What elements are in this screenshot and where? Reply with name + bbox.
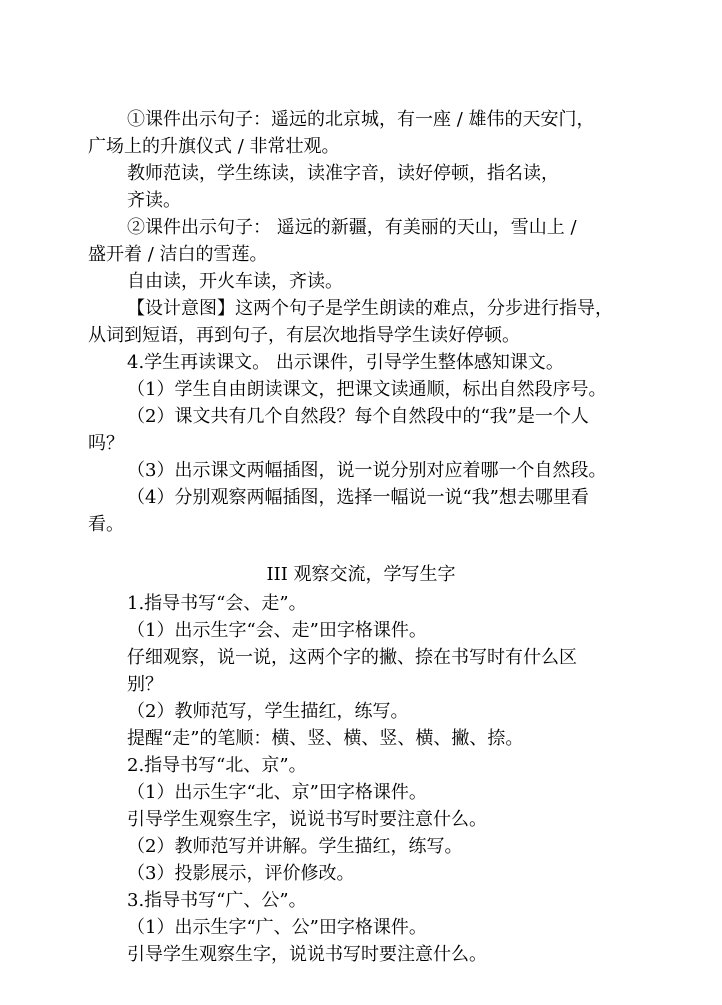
- section-line: 仔细观察，说一说，这两个字的撇、捺在书写时有什么区: [127, 647, 577, 668]
- paragraph-line: （1）学生自由朗读课文，把课文读通顺，标出自然段序号。: [127, 379, 607, 400]
- paragraph-line: 广场上的升旗仪式 / 非常壮观。: [88, 136, 340, 157]
- section-line: 引导学生观察生字，说说书写时要注意什么。: [127, 944, 487, 965]
- paragraph-line: （3）出示课文两幅插图，说一说分别对应着哪一个自然段。: [127, 460, 607, 481]
- paragraph-line: （2）课文共有几个自然段？每个自然段中的“我”是一个人: [127, 406, 589, 427]
- paragraph-line: 教师范读，学生练读，读准字音，读好停顿，指名读，: [127, 163, 559, 184]
- paragraph-line: 盛开着 / 洁白的雪莲。: [88, 244, 268, 265]
- section-line: 别？: [127, 674, 163, 695]
- section-line: 提醒“走”的笔顺：横、竖、横、竖、横、撇、捺。: [127, 728, 524, 749]
- section-line: 1.指导书写“会、走”。: [127, 593, 307, 614]
- paragraph-line: （4）分别观察两幅插图，选择一幅说一说“我”想去哪里看: [127, 487, 589, 508]
- section-line: 2.指导书写“北、京”。: [127, 755, 307, 776]
- design-intent-line: 【设计意图】这两个句子是学生朗读的难点，分步进行指导，: [127, 298, 613, 319]
- section-heading: III 观察交流，学写生字: [266, 564, 456, 585]
- paragraph-line: 看。: [88, 514, 124, 535]
- section-line: （1）出示生字“北、京”田字格课件。: [127, 782, 427, 803]
- section-line: （3）投影展示，评价修改。: [127, 863, 355, 884]
- section-line: （2）教师范写并讲解。学生描红，练写。: [127, 836, 463, 857]
- paragraph-line: ②课件出示句子： 遥远的新疆，有美丽的天山，雪山上 /: [127, 217, 577, 238]
- paragraph-line: 齐读。: [127, 190, 181, 211]
- paragraph-line: 吗？: [88, 433, 124, 454]
- paragraph-line: 从词到短语，再到句子，有层次地指导学生读好停顿。: [88, 325, 520, 346]
- paragraph-line: 4.学生再读课文。 出示课件，引导学生整体感知课文。: [127, 352, 564, 373]
- section-line: 3.指导书写“广、公”。: [127, 890, 307, 911]
- section-line: （1）出示生字“会、走”田字格课件。: [127, 620, 427, 641]
- section-line: （2）教师范写，学生描红，练写。: [127, 701, 409, 722]
- section-line: 引导学生观察生字，说说书写时要注意什么。: [127, 809, 487, 830]
- paragraph-line: 自由读，开火车读，齐读。: [127, 271, 343, 292]
- paragraph-line: ①课件出示句子：遥远的北京城，有一座 / 雄伟的天安门，: [127, 109, 595, 130]
- section-line: （1）出示生字“广、公”田字格课件。: [127, 917, 427, 938]
